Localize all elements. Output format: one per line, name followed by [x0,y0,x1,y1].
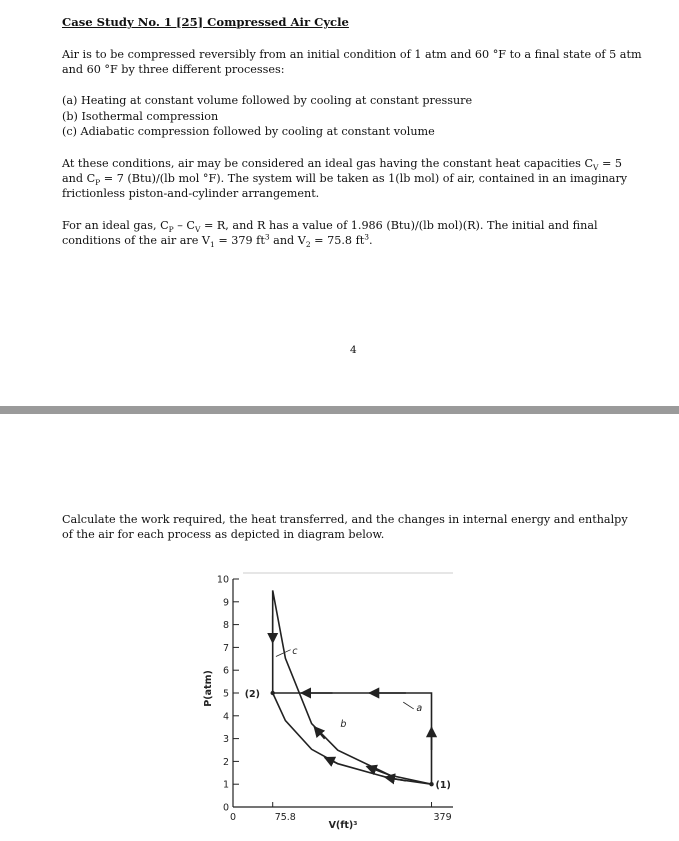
y-tick-label: 9 [222,597,229,609]
state-2-label: (2) [244,689,261,700]
y-tick-label: 6 [222,665,229,677]
process-b-label: b [340,719,347,731]
process-a-path [273,693,432,784]
y-tick-label: 2 [222,756,229,768]
state-2-point [271,691,275,695]
x-tick-label: 75.8 [274,812,296,823]
page-number: 4 [350,344,357,356]
process-item-a: (a) Heating at constant volume followed by cooling at constant pressure [62,94,473,107]
y-tick-label: 0 [222,802,229,814]
ideal-gas-paragraph: For an ideal gas, $C_P - C_V = R$, and R has a value of 1.986 (Btu)/(lb mol)(R). The initial and final conditions of the air are $V_1 = 379$ $ft^3$ and $V_2 = 75.8$ $ft^3$. [62,219,598,250]
y-tick-label: 8 [222,620,229,632]
conditions-paragraph: At these conditions, air may be considered an ideal gas having the constant heat capacities $C_V = 5$ and $C_P = 7$ (Btu)/(lb mol °F). The system will be taken as 1(lb mol) of air, contained in an imaginary frictionless piston-and-cylinder arrangement. [62,157,628,200]
y-tick-label: 10 [216,574,229,586]
process-a-leader [403,702,413,709]
y-tick-label: 7 [222,642,229,654]
process-b-path [273,693,432,784]
y-tick-label: 4 [222,711,229,723]
process-c-arrow [314,727,324,739]
y-axis-label: P(atm) [203,670,214,707]
process-item-c: (c) Adiabatic compression followed by cooling at constant volume [62,125,435,138]
process-c-label: c [292,646,298,658]
process-c-path [273,590,432,784]
process-a-label: a [416,703,423,715]
x-tick-label: 379 [433,812,452,823]
process-c-arrow [367,766,391,775]
y-tick-label: 5 [222,688,229,700]
process-item-b: (b) Isothermal compression [62,109,219,123]
x-axis-label: V(ft)³ [328,820,358,831]
case-study-title: Case Study No. 1 [25] Compressed Air Cycle [62,15,349,29]
task-paragraph: Calculate the work required, the heat transferred, and the changes in internal energy and enthalpy of the air for each process as depicted in diagram below. [62,513,628,541]
state-1-label: (1) [435,780,451,792]
x-tick-label: 0 [229,812,237,823]
y-tick-label: 3 [222,734,229,746]
intro-paragraph: Air is to be compressed reversibly from an initial condition of 1 atm and 60 °F to a final state of 5 atm and 60 °F by three different processes: [62,48,642,76]
process-b-arrow [325,758,338,764]
state-1-point [429,782,433,786]
y-tick-label: 1 [222,779,229,791]
